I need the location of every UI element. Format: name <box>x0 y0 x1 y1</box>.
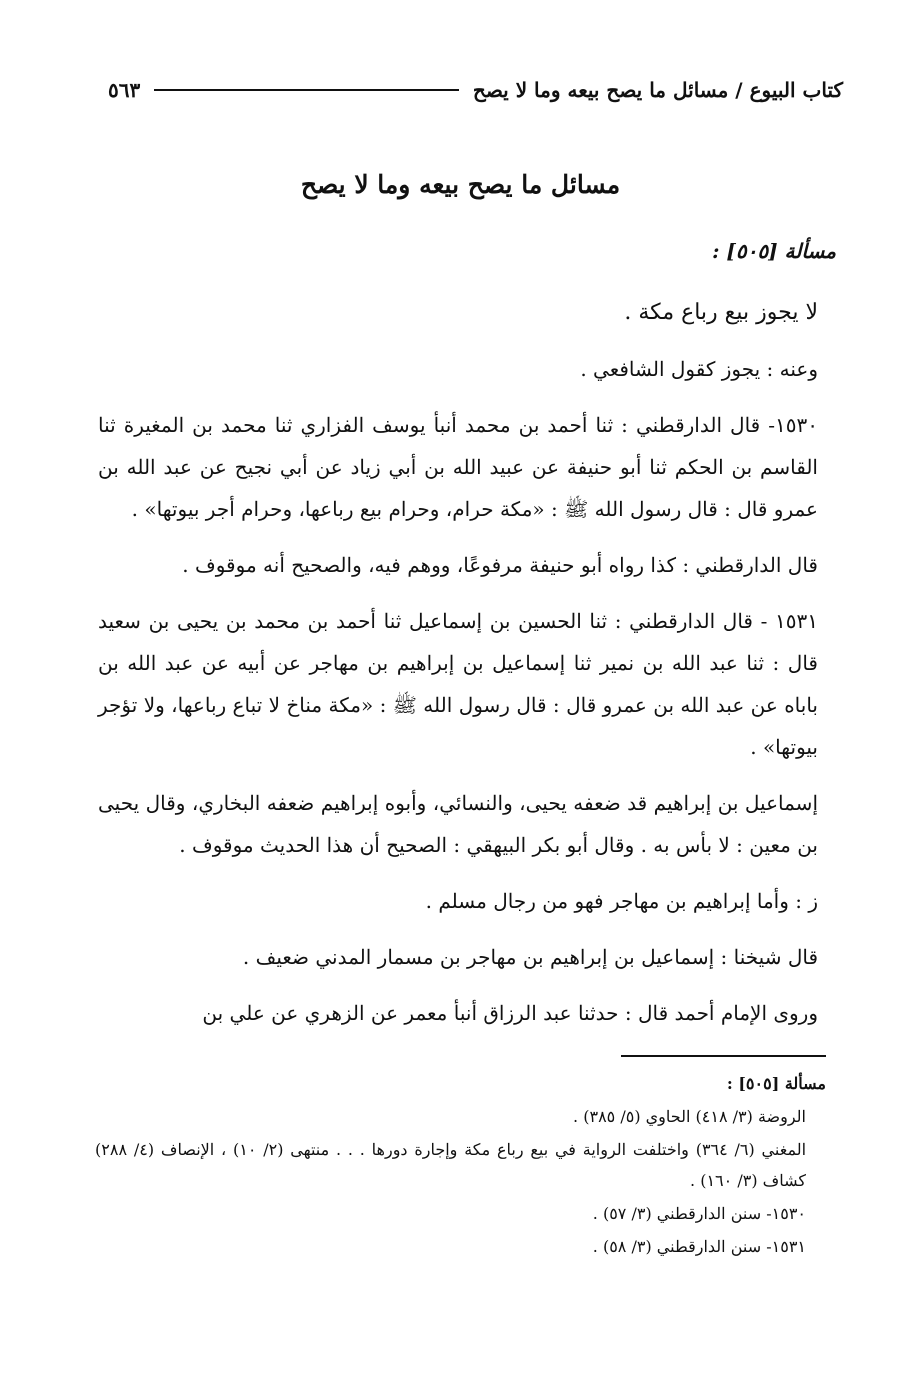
paragraph-shaykh-note: قال شيخنا : إسماعيل بن إبراهيم بن مهاجر بن مسمار المدني ضعيف . <box>242 945 818 969</box>
hadith-1531: ١٥٣١ - قال الدارقطني : ثنا الحسين بن إسماعيل ثنا أحمد بن محمد بن يحيى بن سعيد قال : ثنا عبد الله بن نمير ثنا إسماعيل بن إبراهيم بن مهاجر عن أبيه عن عبد الله بن باباه عن عبد الله بن عمرو قال : قال رسول الله ﷺ : «مكة مناخ لا تباع رباعها، ولا تؤجر بيوتها» . <box>98 609 818 759</box>
hadith-1530: ١٥٣٠- قال الدارقطني : ثنا أحمد بن محمد أنبأ يوسف الفزاري ثنا محمد بن المغيرة ثنا القاسم بن الحكم ثنا أبو حنيفة عن عبيد الله بن أبي زياد عن أبي نجيح عن عبد الله بن عمرو قال : قال رسول الله ﷺ : «مكة حرام، وحرام بيع رباعها، وحرام أجر بيوتها» . <box>98 413 818 521</box>
paragraph-ruling: لا يجوز بيع رباع مكة . <box>624 300 818 325</box>
main-text <box>98 230 836 1048</box>
footnote-1: الروضة (٣/ ٤١٨) الحاوي (٥/ ٣٨٥) . <box>573 1107 806 1126</box>
paragraph-daraqutni-comment: قال الدارقطني : كذا رواه أبو حنيفة مرفوعًا، ووهم فيه، والصحيح أنه موقوف . <box>182 553 818 577</box>
page-number: ٥٦٣ <box>108 78 141 102</box>
masala-label: مسألة [٥٠٥] : <box>712 239 836 263</box>
running-header <box>108 70 843 110</box>
paragraph-zay-note: ز : وأما إبراهيم بن مهاجر فهو من رجال مسلم . <box>425 889 818 913</box>
footnote-2: المغني (٦/ ٣٦٤) واختلفت الرواية في بيع رباع مكة وإجارة دورها . . . منتهى (٢/ ١٠) ، الإنصاف (٤/ ٢٨٨) كشاف (٣/ ١٦٠) . <box>95 1140 807 1190</box>
paragraph-narrator-critique: إسماعيل بن إبراهيم قد ضعفه يحيى، والنسائي، وأبوه إبراهيم ضعفه البخاري، وقال يحيى بن معين : لا بأس به . وقال أبو بكر البيهقي : الصحيح أن هذا الحديث موقوف . <box>98 791 818 857</box>
footnote-rule <box>621 1055 826 1057</box>
footnote-3: ١٥٣٠- سنن الدارقطني (٣/ ٥٧) . <box>592 1204 806 1223</box>
footnote-4: ١٥٣١- سنن الدارقطني (٣/ ٥٨) . <box>592 1237 806 1256</box>
footnote-heading: مسألة [٥٠٥] : <box>726 1074 826 1093</box>
chapter-title: مسائل ما يصح بيعه وما لا يصح <box>300 170 621 199</box>
header-rule <box>154 89 459 91</box>
paragraph-ahmad-narration: وروى الإمام أحمد قال : حدثنا عبد الرزاق أنبأ معمر عن الزهري عن علي بن <box>202 1001 818 1025</box>
paragraph-alternative: وعنه : يجوز كقول الشافعي . <box>580 357 818 381</box>
running-title: كتاب البيوع / مسائل ما يصح بيعه وما لا يصح <box>472 78 843 102</box>
footnotes <box>95 1068 826 1264</box>
